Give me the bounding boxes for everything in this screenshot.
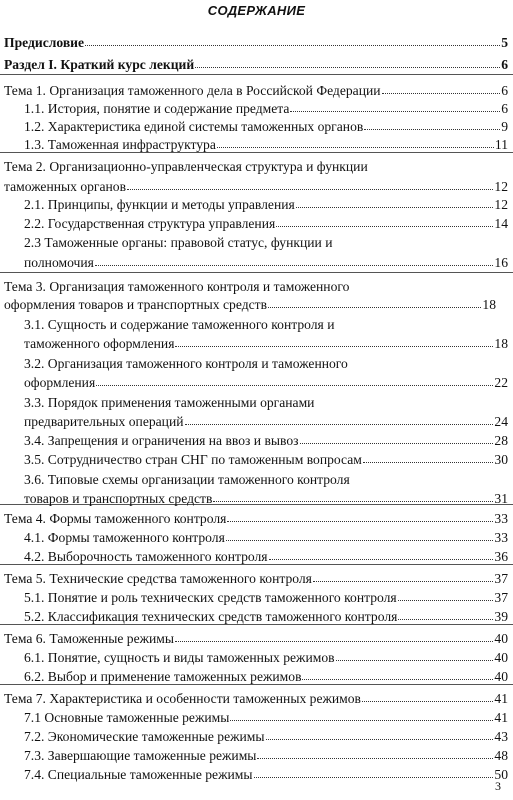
toc-entry-title: полномочия (24, 255, 94, 270)
toc-entry-page: 28 (494, 433, 508, 448)
dot-leader (85, 33, 500, 46)
toc-entry-title: товаров и транспортных средств (24, 491, 213, 506)
toc-entry-title: 1.1. История, понятие и содержание предмета (24, 101, 290, 116)
toc-entry-title: 3.5. Сотрудничество стран СНГ по таможенным вопросам (24, 452, 362, 467)
toc-entry-title: 5.1. Понятие и роль технических средств таможенного контроля (24, 590, 397, 605)
toc-entry-title: Раздел I. Краткий курс лекций (4, 57, 195, 72)
toc-entry[interactable] (4, 34, 508, 51)
toc-entry-title: 6.2. Выбор и применение таможенных режимов (24, 669, 302, 684)
toc-entry-title: 7.4. Специальные таможенные режимы (24, 767, 253, 782)
toc-entry-page: 5 (501, 35, 508, 50)
dot-leader (296, 195, 494, 208)
toc-entry-title: Тема 6. Таможенные режимы (4, 631, 175, 646)
dot-leader (127, 177, 493, 190)
dot-leader (195, 55, 500, 68)
dot-leader (269, 547, 494, 560)
toc-entry-title: Тема 4. Формы таможенного контроля (4, 511, 227, 526)
page-title: СОДЕРЖАНИЕ (207, 3, 306, 18)
toc-entry-line: 3.6. Типовые схемы организации таможенного контроля (24, 472, 350, 487)
section-divider (0, 272, 513, 273)
toc-entry[interactable] (24, 413, 508, 430)
dot-leader (300, 431, 494, 444)
dot-leader (185, 412, 494, 425)
toc-entry[interactable] (24, 335, 508, 352)
toc-entry-page: 18 (494, 336, 508, 351)
toc-entry-title: 2.2. Государственная структура управления (24, 216, 276, 231)
page-number: 3 (495, 779, 501, 793)
toc-entry[interactable] (4, 690, 508, 707)
toc-entry-title: 4.2. Выборочность таможенного контроля (24, 549, 268, 564)
toc-entry-title: Тема 1. Организация таможенного дела в Российской Федерации (4, 83, 381, 98)
toc-entry[interactable] (24, 451, 508, 468)
toc-entry-line: 3.1. Сущность и содержание таможенного контроля и (24, 317, 335, 332)
toc-entry-line: Тема 2. Организационно-управленческая структура и функции (4, 159, 368, 174)
dot-leader (213, 489, 493, 502)
toc-entry[interactable] (24, 374, 508, 391)
toc-entry-title: 1.3. Таможенная инфраструктура (24, 137, 216, 152)
toc-entry-page: 39 (494, 609, 508, 624)
toc-entry[interactable] (24, 196, 508, 213)
toc-entry[interactable] (24, 589, 508, 606)
toc-entry-page: 18 (482, 297, 496, 312)
toc-entry-title: 1.2. Характеристика единой системы таможенных органов (24, 119, 364, 134)
toc-entry[interactable] (4, 510, 508, 527)
toc-entry[interactable] (24, 668, 508, 685)
dot-leader (254, 765, 494, 778)
dot-leader (398, 607, 493, 620)
dot-leader (226, 528, 494, 541)
dot-leader (363, 450, 494, 463)
dot-leader (290, 99, 500, 112)
toc-entry[interactable] (4, 82, 508, 99)
dot-leader (96, 373, 493, 386)
toc-entry-page: 12 (494, 179, 508, 194)
dot-leader (364, 117, 500, 130)
toc-entry[interactable] (4, 570, 508, 587)
toc-entry[interactable] (24, 709, 508, 726)
toc-entry[interactable] (24, 548, 508, 565)
dot-leader (268, 295, 481, 308)
section-divider (0, 74, 513, 75)
toc-entry-title: оформления (24, 375, 96, 390)
toc-entry[interactable] (4, 630, 508, 647)
dot-leader (276, 214, 493, 227)
toc-entry-title: Тема 7. Характеристика и особенности таможенных режимов (4, 691, 361, 706)
toc-entry-page: 40 (494, 669, 508, 684)
toc-entry-title: таможенного оформления (24, 336, 175, 351)
toc-entry-title: Предисловие (4, 35, 85, 50)
toc-entry-page: 40 (494, 650, 508, 665)
toc-entry-page: 6 (501, 83, 508, 98)
toc-entry-page: 22 (494, 375, 508, 390)
toc-entry[interactable] (24, 254, 508, 271)
toc-entry-page: 40 (494, 631, 508, 646)
toc-entry[interactable] (4, 178, 508, 195)
toc-entry-page: 9 (501, 119, 508, 134)
toc-entry-page: 43 (494, 729, 508, 744)
toc-entry-page: 41 (494, 710, 508, 725)
toc-entry-title: 2.1. Принципы, функции и методы управления (24, 197, 295, 212)
toc-entry[interactable] (4, 56, 508, 73)
dot-leader (175, 629, 493, 642)
dot-leader (382, 81, 501, 94)
toc-entry[interactable] (24, 747, 508, 764)
toc-entry[interactable] (24, 490, 508, 507)
toc-entry-page: 31 (494, 491, 508, 506)
dot-leader (227, 509, 493, 522)
toc-entry-page: 24 (494, 414, 508, 429)
toc-entry[interactable] (24, 215, 508, 232)
toc-entry-page: 41 (494, 691, 508, 706)
toc-entry[interactable] (24, 728, 508, 745)
toc-entry[interactable] (24, 608, 508, 625)
toc-entry-page: 37 (494, 571, 508, 586)
dot-leader (266, 727, 494, 740)
toc-entry-title: Тема 5. Технические средства таможенного контроля (4, 571, 312, 586)
toc-entry-page: 14 (494, 216, 508, 231)
toc-entry[interactable] (24, 649, 508, 666)
dot-leader (336, 648, 494, 661)
toc-entry-title: предварительных операций (24, 414, 184, 429)
toc-entry[interactable] (24, 529, 508, 546)
dot-leader (217, 135, 494, 148)
toc-entry[interactable] (24, 136, 508, 153)
dot-leader (398, 588, 494, 601)
toc-entry-page: 33 (494, 511, 508, 526)
toc-entry-title: 4.1. Формы таможенного контроля (24, 530, 225, 545)
toc-entry[interactable] (24, 432, 508, 449)
toc-entry[interactable] (24, 118, 508, 135)
toc-entry-page: 11 (494, 137, 508, 152)
toc-entry-title: 7.1 Основные таможенные режимы (24, 710, 230, 725)
dot-leader (362, 689, 493, 702)
toc-entry-line: 3.3. Порядок применения таможенными органами (24, 395, 315, 410)
toc-entry-title: 6.1. Понятие, сущность и виды таможенных режимов (24, 650, 335, 665)
toc-entry[interactable] (24, 766, 508, 783)
dot-leader (95, 253, 494, 266)
toc-entry-page: 50 (494, 767, 508, 782)
toc-entry-title: 3.4. Запрещения и ограничения на ввоз и вывоз (24, 433, 299, 448)
toc-entry-page: 6 (501, 101, 508, 116)
toc-entry-page: 16 (494, 255, 508, 270)
toc-entry-line: 2.3 Таможенные органы: правовой статус, функции и (24, 235, 333, 250)
toc-entry-page: 30 (494, 452, 508, 467)
dot-leader (302, 667, 493, 680)
toc-entry-page: 37 (494, 590, 508, 605)
toc-entry-page: 6 (501, 57, 508, 72)
toc-entry-title: 7.3. Завершающие таможенные режимы (24, 748, 257, 763)
toc-entry-page: 48 (494, 748, 508, 763)
dot-leader (175, 334, 493, 347)
toc-entry-page: 36 (494, 549, 508, 564)
toc-entry-title: 7.2. Экономические таможенные режимы (24, 729, 265, 744)
dot-leader (257, 746, 493, 759)
toc-entry[interactable] (24, 100, 508, 117)
toc-entry-page: 33 (494, 530, 508, 545)
toc-entry-title: таможенных органов (4, 179, 127, 194)
toc-entry-title: 5.2. Классификация технических средств таможенного контроля (24, 609, 398, 624)
dot-leader (230, 708, 493, 721)
toc-entry[interactable] (4, 296, 496, 313)
toc-entry-page: 12 (494, 197, 508, 212)
dot-leader (313, 569, 493, 582)
toc-entry-line: Тема 3. Организация таможенного контроля и таможенного (4, 279, 350, 294)
toc-entry-title: оформления товаров и транспортных средств (4, 297, 268, 312)
toc-entry-line: 3.2. Организация таможенного контроля и таможенного (24, 356, 348, 371)
